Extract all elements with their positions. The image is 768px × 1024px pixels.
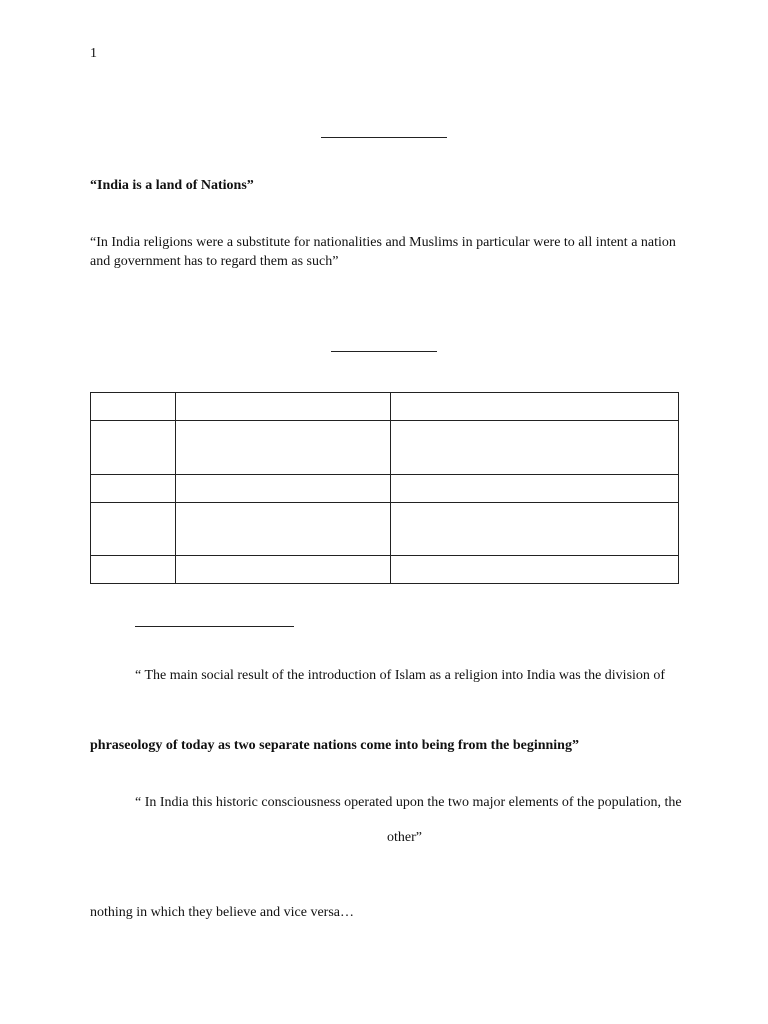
- table-row: [91, 503, 679, 556]
- table-cell: [391, 503, 679, 556]
- quote-1-line-1: “In India religions were a substitute for nationalities and Muslims in particular were to all intent a nation: [90, 235, 676, 250]
- bold-statement: phraseology of today as two separate nations come into being from the beginning”: [90, 738, 579, 753]
- table-cell: [391, 475, 679, 503]
- table-cell: [176, 503, 391, 556]
- table-cell: [391, 556, 679, 584]
- table-row: [91, 475, 679, 503]
- page-number: 1: [90, 46, 97, 61]
- quote-paragraph-1: [90, 233, 690, 271]
- section-rule: [135, 626, 294, 627]
- table-cell: [176, 556, 391, 584]
- table-cell: [91, 393, 176, 421]
- table-cell: [91, 503, 176, 556]
- table-row: [91, 556, 679, 584]
- subtitle-rule: [331, 351, 437, 352]
- title-rule: [321, 137, 447, 138]
- quote-3-line-2: other”: [387, 830, 422, 845]
- table-cell: [91, 421, 176, 475]
- table-cell: [176, 475, 391, 503]
- quote-3-line-1: “ In India this historic consciousness operated upon the two major elements of the population, the: [135, 795, 682, 810]
- table-cell: [391, 421, 679, 475]
- table-cell: [91, 475, 176, 503]
- table-cell: [176, 421, 391, 475]
- table-row: [91, 421, 679, 475]
- table-row: [91, 393, 679, 421]
- table-cell: [391, 393, 679, 421]
- section-heading: “India is a land of Nations”: [90, 178, 254, 193]
- table-cell: [176, 393, 391, 421]
- empty-table: [90, 392, 679, 584]
- closing-line: nothing in which they believe and vice versa…: [90, 905, 354, 920]
- table-cell: [91, 556, 176, 584]
- quote-1-line-2: and government has to regard them as such”: [90, 254, 339, 269]
- quote-paragraph-2: “ The main social result of the introduction of Islam as a religion into India was the division of: [135, 668, 666, 683]
